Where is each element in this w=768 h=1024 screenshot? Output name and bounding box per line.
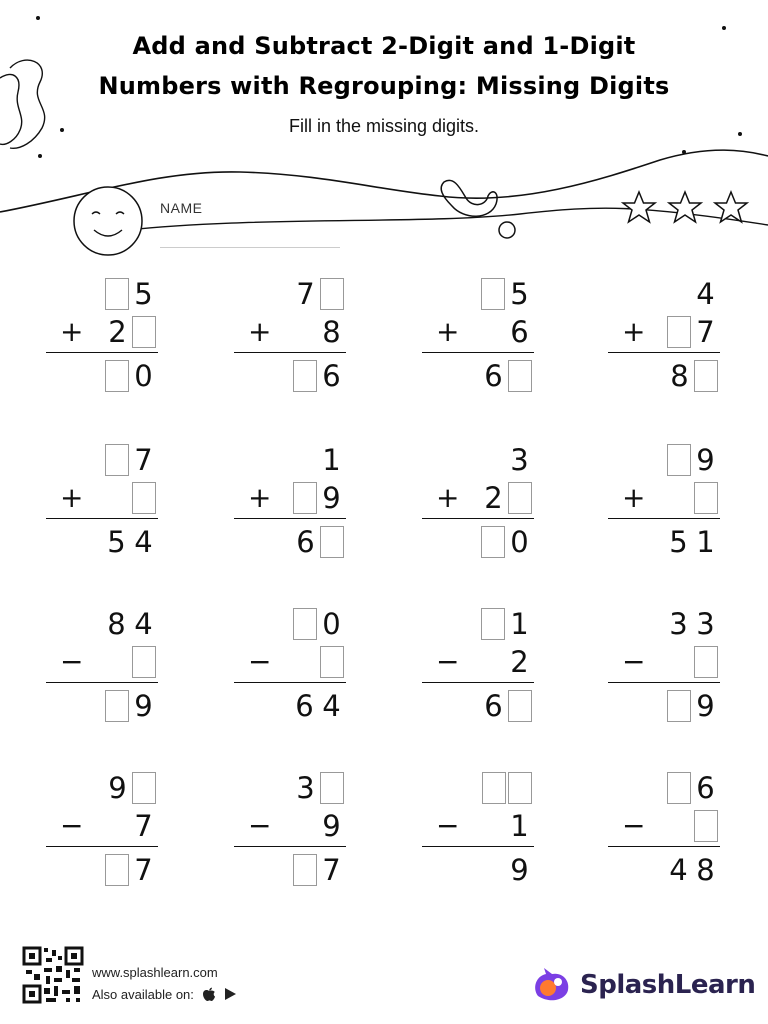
minus-sign: − bbox=[60, 645, 84, 678]
answer-line bbox=[422, 682, 534, 683]
missing-digit-box[interactable] bbox=[320, 646, 344, 678]
missing-digit-box[interactable] bbox=[132, 316, 156, 348]
missing-digit-box[interactable] bbox=[481, 526, 505, 558]
missing-digit-box[interactable] bbox=[293, 482, 317, 514]
plus-sign: + bbox=[622, 315, 646, 348]
answer-line bbox=[608, 352, 720, 353]
play-store-icon[interactable] bbox=[223, 987, 237, 1001]
digit: 7 bbox=[322, 853, 341, 887]
digit: 6 bbox=[296, 525, 315, 559]
answer bbox=[665, 360, 718, 392]
first-number bbox=[290, 444, 344, 476]
missing-digit-box[interactable] bbox=[105, 360, 129, 392]
instructions: Fill in the missing digits. bbox=[288, 116, 480, 136]
digit: 6 bbox=[696, 771, 715, 805]
digit: 3 bbox=[510, 443, 529, 477]
star-icon bbox=[623, 192, 655, 222]
problem-8 bbox=[608, 444, 726, 570]
digit: 7 bbox=[296, 277, 315, 311]
digit: 1 bbox=[696, 525, 715, 559]
digit: 9 bbox=[696, 689, 715, 723]
answer-line bbox=[422, 518, 534, 519]
second-number bbox=[103, 482, 156, 514]
second-number bbox=[478, 646, 532, 678]
first-number bbox=[479, 608, 532, 640]
digit: 6 bbox=[322, 359, 341, 393]
answer bbox=[479, 690, 532, 722]
star-icon bbox=[669, 192, 701, 222]
qr-code-icon bbox=[22, 946, 84, 1004]
missing-digit-box[interactable] bbox=[694, 646, 718, 678]
answer-line bbox=[234, 846, 346, 847]
digit: 9 bbox=[108, 771, 127, 805]
problem-15 bbox=[422, 772, 540, 898]
problem-2 bbox=[234, 278, 352, 404]
digit: 4 bbox=[696, 277, 715, 311]
answer bbox=[290, 690, 344, 722]
missing-digit-box[interactable] bbox=[481, 278, 505, 310]
missing-digit-box[interactable] bbox=[293, 360, 317, 392]
answer-line bbox=[46, 352, 158, 353]
answer-line bbox=[234, 352, 346, 353]
missing-digit-box[interactable] bbox=[508, 482, 532, 514]
first-number bbox=[103, 444, 156, 476]
problem-12 bbox=[608, 608, 726, 734]
answer-line bbox=[422, 352, 534, 353]
plus-sign: + bbox=[436, 481, 460, 514]
plus-sign: + bbox=[60, 315, 84, 348]
answer-line bbox=[608, 518, 720, 519]
problem-16 bbox=[608, 772, 726, 898]
digit: 7 bbox=[696, 315, 715, 349]
missing-digit-box[interactable] bbox=[667, 316, 691, 348]
second-number bbox=[102, 810, 156, 842]
missing-digit-box[interactable] bbox=[293, 854, 317, 886]
problem-1 bbox=[46, 278, 164, 404]
first-number bbox=[664, 278, 718, 310]
digit: 9 bbox=[696, 443, 715, 477]
digit: 9 bbox=[322, 481, 341, 515]
digit: 5 bbox=[134, 277, 153, 311]
missing-digit-box[interactable] bbox=[132, 482, 156, 514]
first-number bbox=[103, 772, 156, 804]
first-number bbox=[478, 444, 532, 476]
answer bbox=[478, 854, 532, 886]
first-number bbox=[664, 608, 718, 640]
splashlearn-logo-icon bbox=[530, 966, 574, 1006]
missing-digit-box[interactable] bbox=[293, 608, 317, 640]
answer bbox=[103, 360, 156, 392]
first-number bbox=[291, 278, 344, 310]
digit: 1 bbox=[510, 809, 529, 843]
digit: 5 bbox=[510, 277, 529, 311]
plus-sign: + bbox=[60, 481, 84, 514]
digit: 2 bbox=[510, 645, 529, 679]
digit: 0 bbox=[134, 359, 153, 393]
missing-digit-box[interactable] bbox=[105, 854, 129, 886]
minus-sign: − bbox=[436, 809, 460, 842]
missing-digit-box[interactable] bbox=[105, 690, 129, 722]
answer-line bbox=[46, 518, 158, 519]
digit: 4 bbox=[322, 689, 341, 723]
smiley-face-icon bbox=[74, 187, 142, 255]
missing-digit-box[interactable] bbox=[508, 690, 532, 722]
second-number bbox=[103, 646, 156, 678]
first-number bbox=[102, 608, 156, 640]
digit: 8 bbox=[670, 359, 689, 393]
answer bbox=[479, 360, 532, 392]
title-line-2: Numbers with Regrouping: Missing Digits bbox=[98, 72, 670, 100]
title-line-1: Add and Subtract 2-Digit and 1-Digit bbox=[132, 32, 636, 60]
digit: 9 bbox=[134, 689, 153, 723]
digit: 0 bbox=[322, 607, 341, 641]
problem-9 bbox=[46, 608, 164, 734]
problem-5 bbox=[46, 444, 164, 570]
answer-line bbox=[46, 682, 158, 683]
second-number bbox=[665, 316, 718, 348]
answer bbox=[291, 360, 344, 392]
digit: 8 bbox=[107, 607, 126, 641]
missing-digit-box[interactable] bbox=[320, 278, 344, 310]
first-number bbox=[291, 772, 344, 804]
second-number bbox=[665, 646, 718, 678]
missing-digit-box[interactable] bbox=[105, 444, 129, 476]
second-number bbox=[290, 316, 344, 348]
missing-digit-box[interactable] bbox=[694, 482, 718, 514]
website-link[interactable]: www.splashlearn.com bbox=[92, 965, 218, 980]
minus-sign: − bbox=[622, 809, 646, 842]
minus-sign: − bbox=[622, 645, 646, 678]
digit: 2 bbox=[484, 481, 503, 515]
problem-6 bbox=[234, 444, 352, 570]
missing-digit-box[interactable] bbox=[481, 608, 505, 640]
answer bbox=[103, 690, 156, 722]
answer-line bbox=[234, 682, 346, 683]
minus-sign: − bbox=[248, 809, 272, 842]
problem-10 bbox=[234, 608, 352, 734]
digit: 3 bbox=[669, 607, 688, 641]
answer bbox=[102, 526, 156, 558]
problem-3 bbox=[422, 278, 540, 404]
digit: 7 bbox=[134, 809, 153, 843]
missing-digit-box[interactable] bbox=[508, 772, 532, 804]
second-number bbox=[290, 810, 344, 842]
digit: 9 bbox=[510, 853, 529, 887]
answer bbox=[103, 854, 156, 886]
plus-sign: + bbox=[248, 481, 272, 514]
second-number bbox=[103, 316, 156, 348]
answer bbox=[664, 854, 718, 886]
missing-digit-box[interactable] bbox=[667, 772, 691, 804]
plus-sign: + bbox=[622, 481, 646, 514]
answer bbox=[479, 526, 532, 558]
digit: 6 bbox=[295, 689, 314, 723]
digit: 6 bbox=[484, 689, 503, 723]
brand-name: SplashLearn bbox=[580, 970, 756, 1000]
available-on bbox=[92, 987, 237, 1002]
name-label: NAME bbox=[160, 200, 203, 216]
name-input-line[interactable] bbox=[160, 247, 340, 248]
problem-14 bbox=[234, 772, 352, 898]
digit: 4 bbox=[134, 607, 153, 641]
missing-digit-box[interactable] bbox=[320, 526, 344, 558]
digit: 5 bbox=[107, 525, 126, 559]
digit: 5 bbox=[669, 525, 688, 559]
digit: 2 bbox=[108, 315, 127, 349]
digit: 6 bbox=[510, 315, 529, 349]
answer bbox=[291, 526, 344, 558]
missing-digit-box[interactable] bbox=[105, 278, 129, 310]
problem-13 bbox=[46, 772, 164, 898]
problem-11 bbox=[422, 608, 540, 734]
answer bbox=[664, 526, 718, 558]
answer-line bbox=[608, 682, 720, 683]
plus-sign: + bbox=[436, 315, 460, 348]
digit: 6 bbox=[484, 359, 503, 393]
missing-digit-box[interactable] bbox=[694, 360, 718, 392]
second-number bbox=[478, 316, 532, 348]
second-number bbox=[665, 482, 718, 514]
missing-digit-box[interactable] bbox=[694, 810, 718, 842]
first-number bbox=[480, 772, 532, 804]
plus-sign: + bbox=[248, 315, 272, 348]
digit: 8 bbox=[322, 315, 341, 349]
missing-digit-box[interactable] bbox=[667, 690, 691, 722]
second-number bbox=[291, 482, 344, 514]
missing-digit-box[interactable] bbox=[667, 444, 691, 476]
second-number bbox=[479, 482, 532, 514]
problem-4 bbox=[608, 278, 726, 404]
problem-7 bbox=[422, 444, 540, 570]
digit: 4 bbox=[134, 525, 153, 559]
digit: 9 bbox=[322, 809, 341, 843]
minus-sign: − bbox=[248, 645, 272, 678]
digit: 4 bbox=[669, 853, 688, 887]
first-number bbox=[665, 444, 718, 476]
second-number bbox=[478, 810, 532, 842]
second-number bbox=[291, 646, 344, 678]
digit: 8 bbox=[696, 853, 715, 887]
answer-line bbox=[608, 846, 720, 847]
missing-digit-box[interactable] bbox=[508, 360, 532, 392]
digit: 7 bbox=[134, 443, 153, 477]
first-number bbox=[103, 278, 156, 310]
digit: 3 bbox=[696, 607, 715, 641]
first-number bbox=[665, 772, 718, 804]
missing-digit-box[interactable] bbox=[132, 646, 156, 678]
digit: 3 bbox=[296, 771, 315, 805]
answer-line bbox=[422, 846, 534, 847]
second-number bbox=[665, 810, 718, 842]
missing-digit-box[interactable] bbox=[482, 772, 506, 804]
minus-sign: − bbox=[436, 645, 460, 678]
digit: 0 bbox=[510, 525, 529, 559]
available-label: Also available on: bbox=[92, 987, 194, 1002]
first-number bbox=[291, 608, 344, 640]
answer-line bbox=[234, 518, 346, 519]
digit: 1 bbox=[322, 443, 341, 477]
missing-digit-box[interactable] bbox=[132, 772, 156, 804]
minus-sign: − bbox=[60, 809, 84, 842]
apple-icon[interactable] bbox=[202, 987, 216, 1001]
digit: 1 bbox=[510, 607, 529, 641]
answer-line bbox=[46, 846, 158, 847]
answer bbox=[291, 854, 344, 886]
first-number bbox=[479, 278, 532, 310]
answer bbox=[665, 690, 718, 722]
page-title bbox=[0, 26, 768, 106]
digit: 7 bbox=[134, 853, 153, 887]
missing-digit-box[interactable] bbox=[320, 772, 344, 804]
